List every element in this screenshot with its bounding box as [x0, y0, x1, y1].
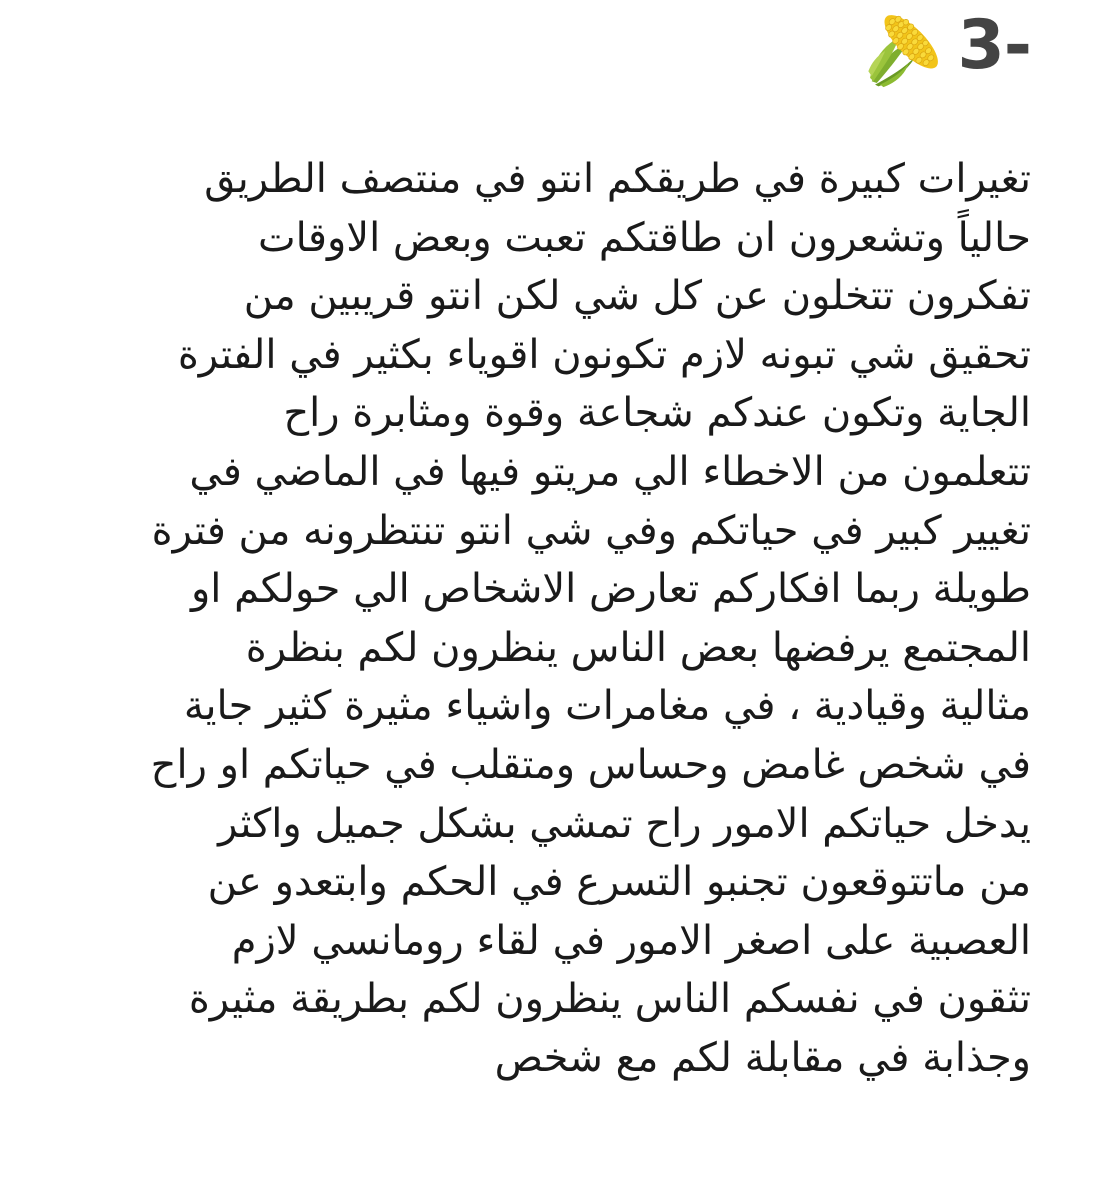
section-number: 3-: [957, 6, 1031, 85]
section-heading: [865, 6, 1031, 86]
text-line: تفكرون تتخلون عن كل شي لكن انتو قريبين من: [243, 273, 1031, 320]
body-paragraph: [71, 150, 1031, 1088]
text-line: تتعلمون من الاخطاء الي مريتو فيها في الماضي في: [189, 448, 1031, 495]
text-line: المجتمع يرفضها بعض الناس ينظرون لكم بنظرة: [245, 624, 1031, 671]
text-line: وجذابة في مقابلة لكم مع شخص: [494, 1034, 1031, 1081]
text-line: طويلة ربما افكاركم تعارض الاشخاص الي حولكم او: [190, 566, 1031, 613]
text-line: تغيرات كبيرة في طريقكم انتو في منتصف الطريق: [204, 156, 1031, 202]
text-line: حالياً وتشعرون ان طاقتكم تعبت وبعض الاوقات: [258, 214, 1031, 261]
text-line: تغيير كبير في حياتكم وفي شي انتو تنتظرونه من فترة: [151, 507, 1031, 554]
text-line: مثالية وقيادية ، في مغامرات واشياء مثيرة كثير جاية: [183, 683, 1031, 730]
text-line: في شخص غامض وحساس ومتقلب في حياتكم او راح: [150, 741, 1031, 788]
text-line: العصبية على اصغر الامور في لقاء رومانسي لازم: [231, 917, 1031, 964]
text-line: يدخل حياتكم الامور راح تمشي بشكل جميل واكثر: [218, 800, 1031, 847]
text-line: تحقيق شي تبونه لازم تكونون اقوياء بكثير في الفترة: [177, 331, 1031, 378]
text-line: الجاية وتكون عندكم شجاعة وقوة ومثابرة راح: [283, 390, 1031, 437]
corn-icon: [865, 4, 949, 88]
text-line: من ماتتوقعون تجنبو التسرع في الحكم وابتعدو عن: [207, 859, 1031, 906]
text-line: تثقون في نفسكم الناس ينظرون لكم بطريقة مثيرة: [188, 976, 1031, 1023]
